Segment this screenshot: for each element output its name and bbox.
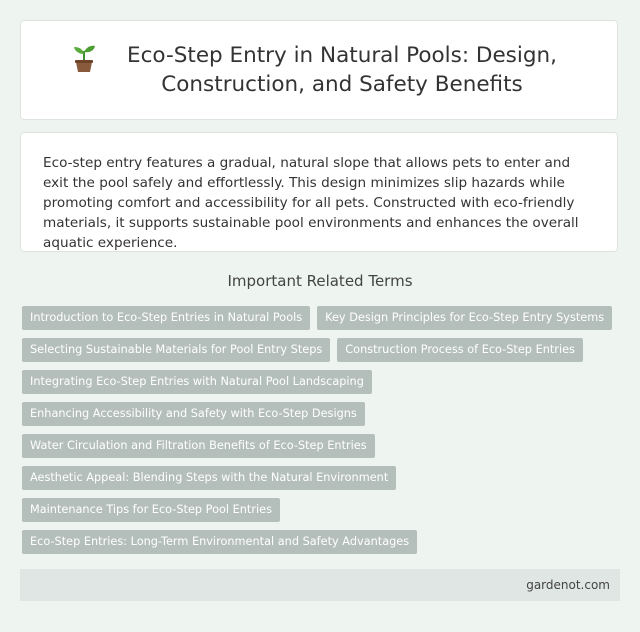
- footer: [20, 569, 620, 601]
- related-term-tag[interactable]: Introduction to Eco-Step Entries in Natural Pools: [22, 306, 310, 330]
- tag-row: [22, 306, 612, 330]
- page-title: Eco-Step Entry in Natural Pools: Design, Construction, and Safety Benefits: [127, 43, 557, 97]
- related-term-tag[interactable]: Maintenance Tips for Eco-Step Pool Entries: [22, 498, 280, 522]
- related-term-tag[interactable]: Aesthetic Appeal: Blending Steps with the Natural Environment: [22, 466, 396, 490]
- related-term-tag[interactable]: Water Circulation and Filtration Benefits of Eco-Step Entries: [22, 434, 375, 458]
- sprout-icon: [71, 43, 97, 73]
- related-terms-heading: Important Related Terms: [227, 272, 413, 290]
- tag-row: [22, 498, 612, 522]
- tag-row: [22, 370, 612, 394]
- related-term-tag[interactable]: Selecting Sustainable Materials for Pool Entry Steps: [22, 338, 330, 362]
- title-wrap: [71, 41, 567, 99]
- footer-site-link[interactable]: gardenot.com: [526, 578, 610, 592]
- description-card: [20, 132, 618, 252]
- related-term-tag[interactable]: Enhancing Accessibility and Safety with Eco-Step Designs: [22, 402, 365, 426]
- tag-row: [22, 338, 612, 362]
- related-term-tag[interactable]: Construction Process of Eco-Step Entries: [337, 338, 583, 362]
- tag-row: [22, 402, 612, 426]
- related-term-tag[interactable]: Key Design Principles for Eco-Step Entry Systems: [317, 306, 612, 330]
- related-term-tag[interactable]: Eco-Step Entries: Long-Term Environmental and Safety Advantages: [22, 530, 417, 554]
- description-text: Eco-step entry features a gradual, natural slope that allows pets to enter and exit the pool safely and effortlessly. This design minimizes slip hazards while promoting comfort and accessibility for all pets. Constructed with eco-friendly materials, it supports sustainable pool environments and enhances the overall aquatic experience.: [43, 155, 579, 251]
- related-terms-list: [22, 306, 612, 562]
- title-card: [20, 20, 618, 120]
- related-term-tag[interactable]: Integrating Eco-Step Entries with Natural Pool Landscaping: [22, 370, 372, 394]
- tag-row: [22, 434, 612, 458]
- tag-row: [22, 530, 612, 554]
- tag-row: [22, 466, 612, 490]
